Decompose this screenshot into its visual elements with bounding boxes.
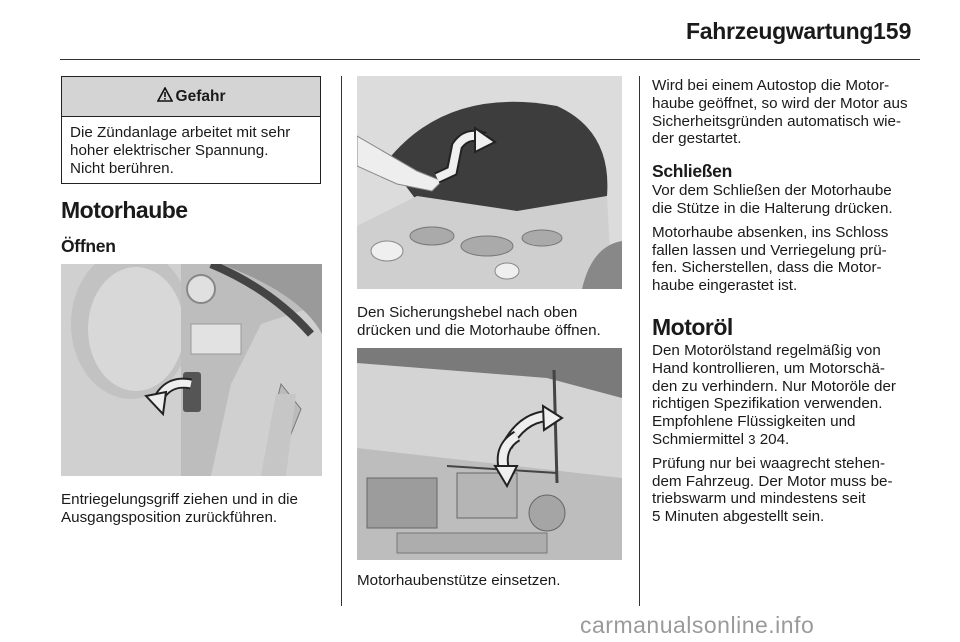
warning-triangle-icon [157, 87, 173, 107]
caption-hood-support [357, 572, 632, 590]
paragraph-line: haube geöffnet, so wird der Motor aus [652, 94, 908, 112]
paragraph-line: triebswarm und mindestens seit [652, 490, 866, 508]
paragraph-line: Vor dem Schließen der Motorhaube [652, 182, 892, 200]
caption-release-handle [61, 491, 331, 527]
paragraph-line: Hand kontrollieren, um Motorschä- [652, 359, 885, 377]
paragraph-line: dem Fahrzeug. Der Motor muss be- [652, 472, 893, 490]
paragraph-line: fallen lassen und Verriegelung prü- [652, 241, 887, 259]
figure-safety-lever [357, 76, 622, 289]
reference-text: Schmiermittel [652, 430, 744, 448]
warning-line: Die Zündanlage arbeitet mit sehr [70, 124, 291, 141]
paragraph-line: Sicherheitsgründen automatisch wie- [652, 112, 902, 130]
caption-line: drücken und die Motorhaube öffnen. [357, 321, 601, 339]
paragraph-line: Motorhaube absenken, ins Schloss [652, 223, 889, 241]
paragraph-line: Empfohlene Flüssigkeiten und [652, 413, 856, 431]
paragraph-line: fen. Sicherstellen, dass die Motor- [652, 259, 882, 277]
paragraph-line: haube eingerastet ist. [652, 277, 798, 295]
paragraph-line: Den Motorölstand regelmäßig von [652, 341, 881, 359]
text-column-3 [652, 77, 927, 526]
paragraph-line: die Stütze in die Halterung drücken. [652, 199, 893, 217]
page-number: 159 [873, 18, 912, 44]
subheading-close: Schließen [652, 161, 732, 182]
page-reference-link[interactable]: 204. [759, 430, 790, 448]
paragraph-line: richtigen Spezifikation verwenden. [652, 395, 883, 413]
paragraph-line: 5 Minuten abgestellt sein. [652, 508, 825, 526]
caption-line: Entriegelungsgriff ziehen und in die [61, 491, 298, 508]
caption-line: Den Sicherungshebel nach oben [357, 304, 578, 321]
caption-safety-lever [357, 304, 632, 340]
paragraph-line-with-reference [652, 431, 927, 449]
paragraph-line: Wird bei einem Autostop die Motor- [652, 77, 890, 94]
header-divider [60, 59, 920, 60]
caption-line: Ausgangsposition zurückführen. [61, 508, 278, 526]
section-hood-heading-block [61, 197, 331, 257]
watermark: carmanualsonline.info [580, 612, 815, 638]
figure-release-handle [61, 264, 322, 476]
caption-line: Motorhaubenstütze einsetzen. [357, 572, 561, 589]
subheading-open: Öffnen [61, 236, 116, 256]
paragraph-line: Prüfung nur bei waagrecht stehen- [652, 454, 886, 472]
warning-line: hoher elektrischer Spannung. [70, 141, 269, 159]
page-header-title: Fahrzeugwartung [686, 18, 874, 44]
section-heading-oil: Motoröl [652, 313, 733, 340]
column-divider-2 [639, 76, 640, 606]
paragraph-line: den zu verhindern. Nur Motoröle der [652, 377, 896, 395]
danger-warning-label: Gefahr [175, 87, 226, 105]
danger-warning-text [62, 117, 320, 184]
column-divider-1 [341, 76, 342, 606]
figure-hood-support [357, 348, 622, 560]
danger-warning-header [62, 77, 320, 117]
danger-warning-box [61, 76, 321, 184]
page-reference-arrow-icon: 3 [748, 431, 756, 447]
section-heading-hood: Motorhaube [61, 197, 188, 223]
warning-line: Nicht berühren. [70, 159, 174, 177]
paragraph-line: der gestartet. [652, 130, 742, 148]
